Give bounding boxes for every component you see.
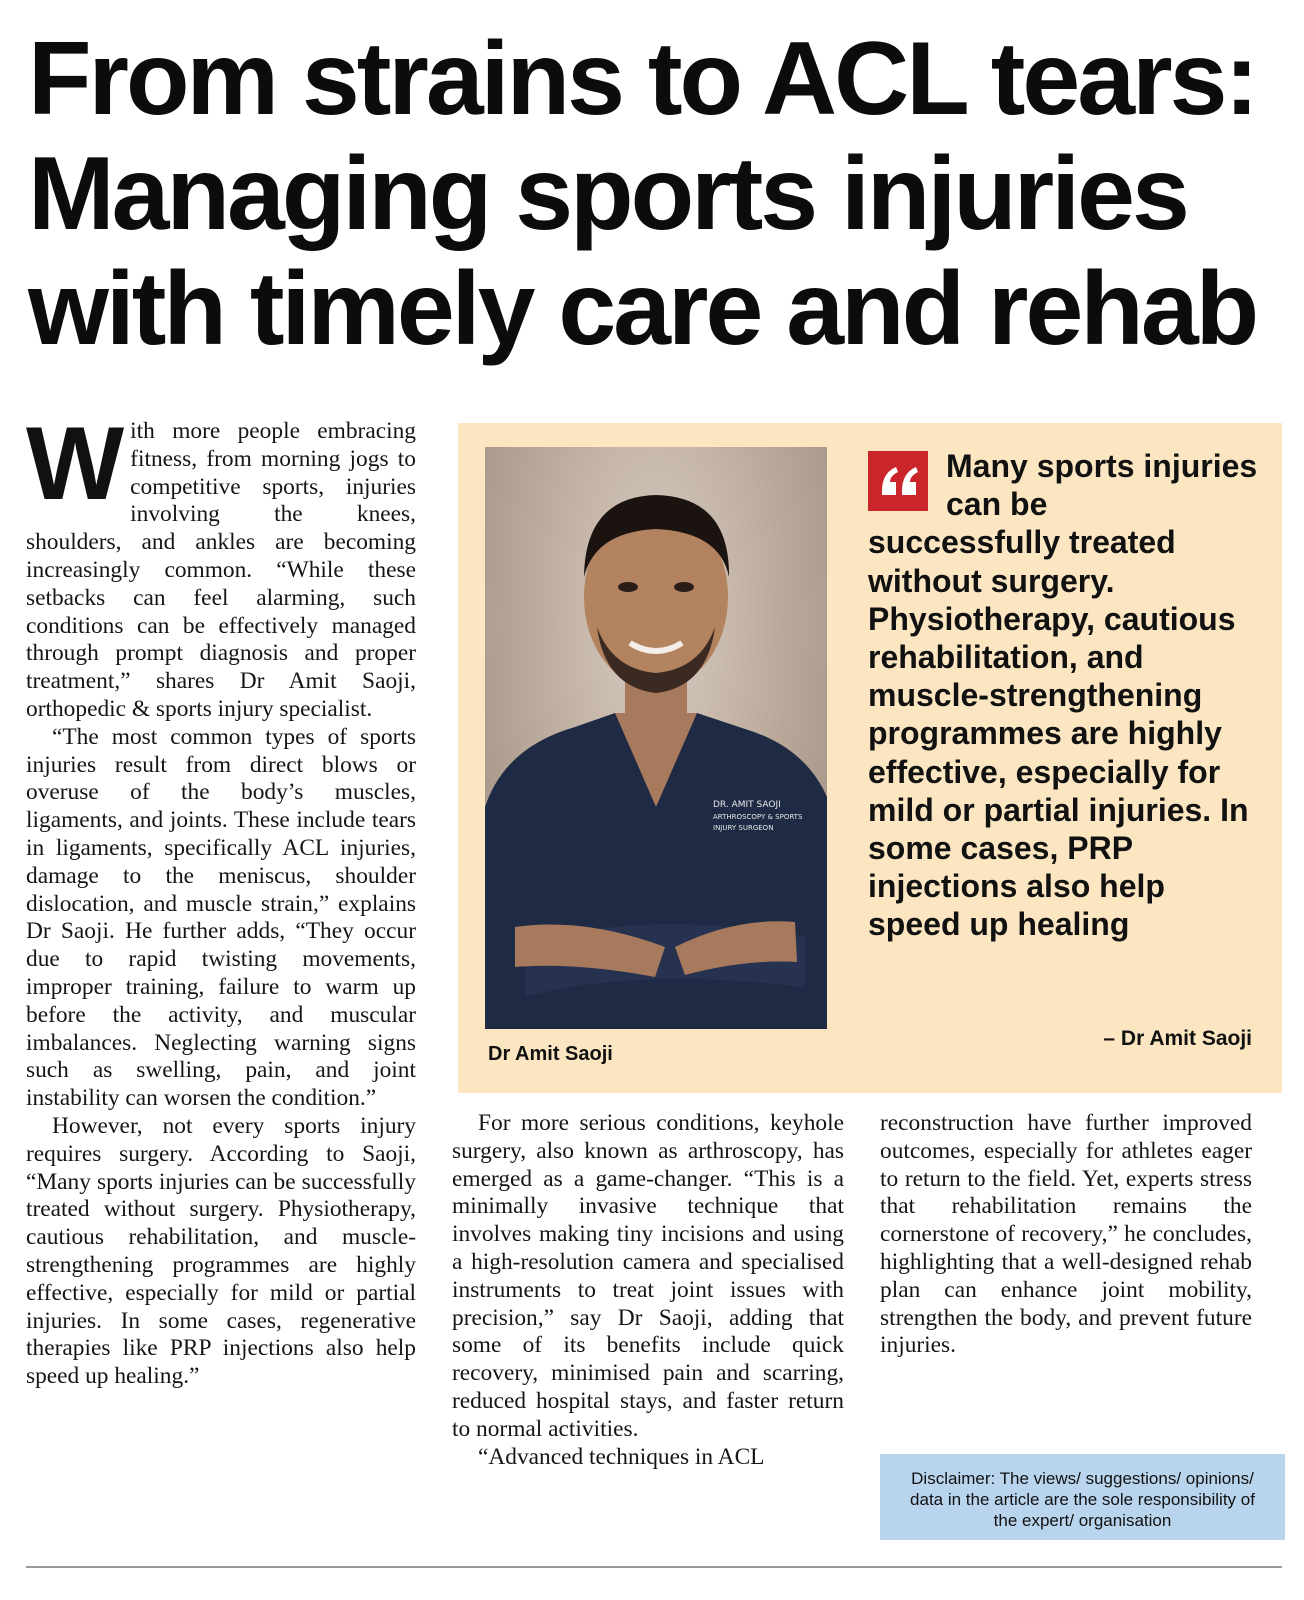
headline-line-2: Managing sports injuries [28, 136, 1187, 252]
article-column-2 [452, 1110, 844, 1471]
svg-text:INJURY SURGEON: INJURY SURGEON [713, 824, 774, 832]
paragraph-6: reconstruction have further improved outcomes, especially for athletes eager to return to the field. Yet, experts stress that rehabilitation remains the cornerstone of recovery,” he concludes, highlighting that a well-designed rehab plan can enhance joint mobility, strengthen the body, and prevent future injuries. [880, 1110, 1252, 1359]
article-column-1 [26, 406, 416, 1391]
doctor-photo [485, 447, 827, 1029]
headline [28, 22, 1288, 367]
svg-text:ARTHROSCOPY & SPORTS: ARTHROSCOPY & SPORTS [713, 813, 803, 821]
disclaimer-box [880, 1454, 1285, 1540]
pull-quote [868, 447, 1258, 944]
headline-line-3: with timely care and rehab [28, 251, 1257, 367]
quote-author: – Dr Amit Saoji [1103, 1027, 1252, 1050]
pull-quote-lead: Many sports injuries can be [946, 448, 1258, 523]
feature-box [458, 423, 1282, 1093]
doctor-portrait-illustration [485, 447, 827, 1029]
paragraph-5: “Advanced techniques in ACL [478, 1443, 765, 1470]
paragraph-1 [26, 406, 416, 724]
paragraph-3: However, not every sports injury requires surgery. According to Saoji, “Many sports injuries can be successfully treated without surgery. Physiotherapy, cautious rehabilitation, and muscle-strengthening programmes are highly effective, especially for mild or partial injuries. In some cases, regenerative therapies like PRP injections also help speed up healing.” [26, 1112, 416, 1390]
paragraph-2: “The most common types of sports injuries result from direct blows or overuse of the body’s muscles, ligaments, and joints. These include tears in ligaments, specifically ACL injuries, damage to the meniscus, shoulder dislocation, and muscle strain,” explains Dr Saoji. He further adds, “They occur due to rapid twisting movements, improper training, failure to warm up before the activity, and muscular imbalances. Neglecting warning signs such as swelling, pain, and joint instability can worsen the condition.” [26, 723, 416, 1112]
drop-cap: W [26, 406, 125, 522]
paragraph-1-text: ith more people embracing fitness, from morning jogs to competitive sports, injuries involving the knees, shoulders, and ankles are becoming increasingly common. “While these setbacks can feel alarming, such conditions can be effectively managed through prompt diagnosis and proper treatment,” shares Dr Amit Saoji, orthopedic & sports injury specialist. [26, 418, 416, 722]
paragraph-4: For more serious conditions, keyhole surgery, also known as arthroscopy, has emerged as a game-changer. “This is a minimally invasive technique that involves making tiny incisions and using a high-resolution camera and specialised instruments to treat joint issues with precision,” say Dr Saoji, adding that some of its benefits include quick recovery, minimised pain and scarring, reduced hospital stays, and faster return to normal activities. [452, 1110, 844, 1442]
photo-caption: Dr Amit Saoji [488, 1043, 613, 1065]
headline-line-1: From strains to ACL tears: [28, 21, 1257, 137]
article-column-3 [880, 1110, 1252, 1360]
bottom-rule [26, 1566, 1282, 1568]
svg-text:DR. AMIT SAOJI: DR. AMIT SAOJI [713, 800, 781, 810]
disclaimer-text: Disclaimer: The views/ suggestions/ opinions/ data in the article are the sole responsibility of the expert/ organisation [910, 1469, 1255, 1530]
pull-quote-rest: successfully treated without surgery. Physiotherapy, cautious rehabilitation, and muscle-strengthening programmes are highly effective, especially for mild or partial injuries. In some cases, PRP injections also help speed up healing [868, 524, 1249, 943]
